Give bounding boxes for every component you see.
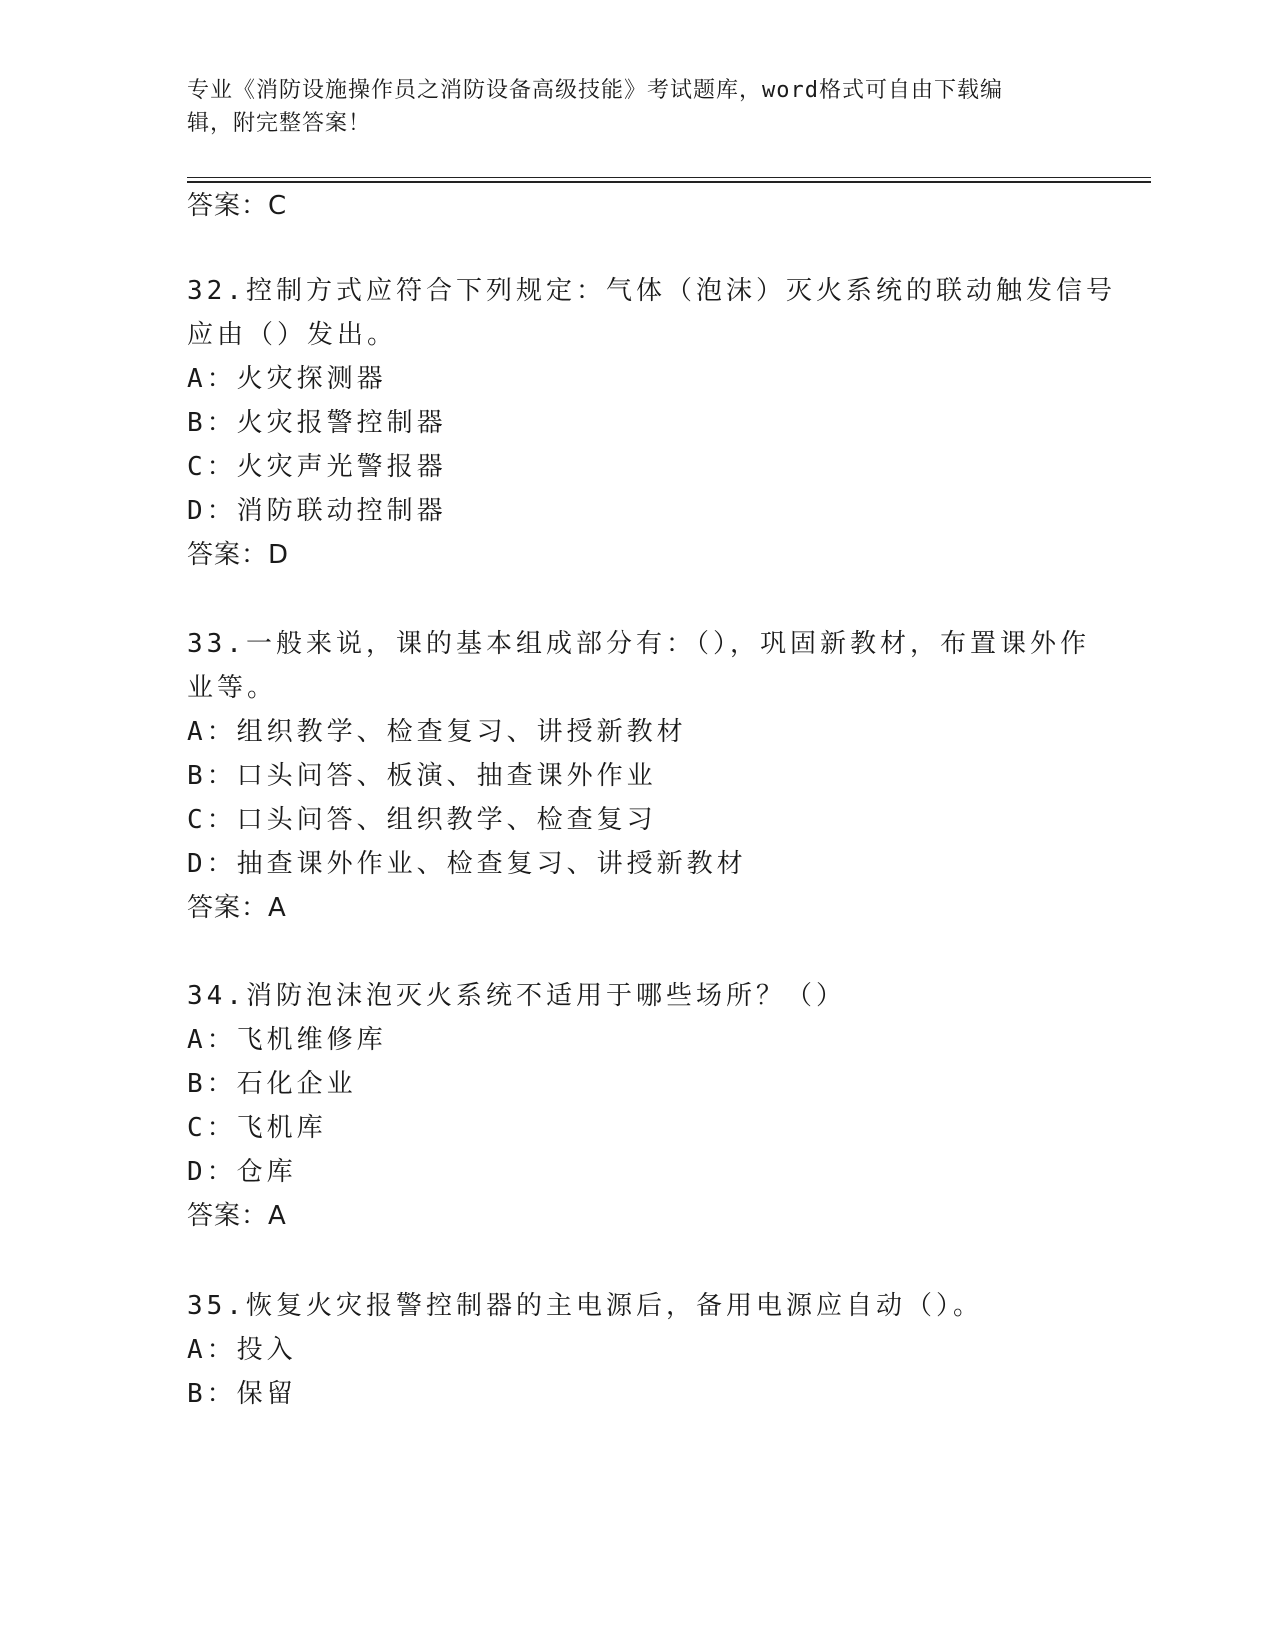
header-divider-thick [187, 181, 1151, 183]
question-32-option-d: D：消防联动控制器 [187, 496, 447, 526]
question-33-option-b: B：口头问答、板演、抽查课外作业 [187, 761, 657, 791]
answer-q34: 答案：A [187, 1201, 287, 1231]
answer-q33: 答案：A [187, 893, 287, 923]
question-33-stem-line-2: 业等。 [187, 673, 278, 703]
question-32-stem-line-1: 32.控制方式应符合下列规定：气体（泡沫）灭火系统的联动触发信号 [187, 276, 1116, 306]
question-32-option-c: C：火灾声光警报器 [187, 452, 447, 482]
question-34-option-a: A：飞机维修库 [187, 1025, 387, 1055]
answer-q31: 答案：C [187, 191, 288, 221]
question-33-option-d: D：抽查课外作业、检查复习、讲授新教材 [187, 849, 747, 879]
question-32-stem-line-2: 应由（）发出。 [187, 320, 398, 350]
document-header [187, 74, 1087, 140]
question-35-option-b: B：保留 [187, 1379, 297, 1409]
question-34-option-c: C：飞机库 [187, 1113, 327, 1143]
question-34-option-b: B：石化企业 [187, 1069, 357, 1099]
question-33-option-c: C：口头问答、组织教学、检查复习 [187, 805, 657, 835]
question-34-stem-line-1: 34.消防泡沫泡灭火系统不适用于哪些场所？（） [187, 981, 846, 1011]
question-32-option-a: A：火灾探测器 [187, 364, 387, 394]
question-33-option-a: A：组织教学、检查复习、讲授新教材 [187, 717, 687, 747]
question-32-option-b: B：火灾报警控制器 [187, 408, 447, 438]
answer-q32: 答案：D [187, 540, 290, 570]
question-34-option-d: D：仓库 [187, 1157, 297, 1187]
question-35-stem-line-1: 35.恢复火灾报警控制器的主电源后，备用电源应自动（）。 [187, 1291, 983, 1321]
header-divider-thin [187, 177, 1151, 178]
question-33-stem-line-1: 33.一般来说，课的基本组成部分有：（），巩固新教材，布置课外作 [187, 629, 1090, 659]
header-line-2: 辑，附完整答案！ [187, 111, 372, 136]
question-35-option-a: A：投入 [187, 1335, 297, 1365]
header-line-1: 专业《消防设施操作员之消防设备高级技能》考试题库，word格式可自由下载编 [187, 78, 1003, 103]
